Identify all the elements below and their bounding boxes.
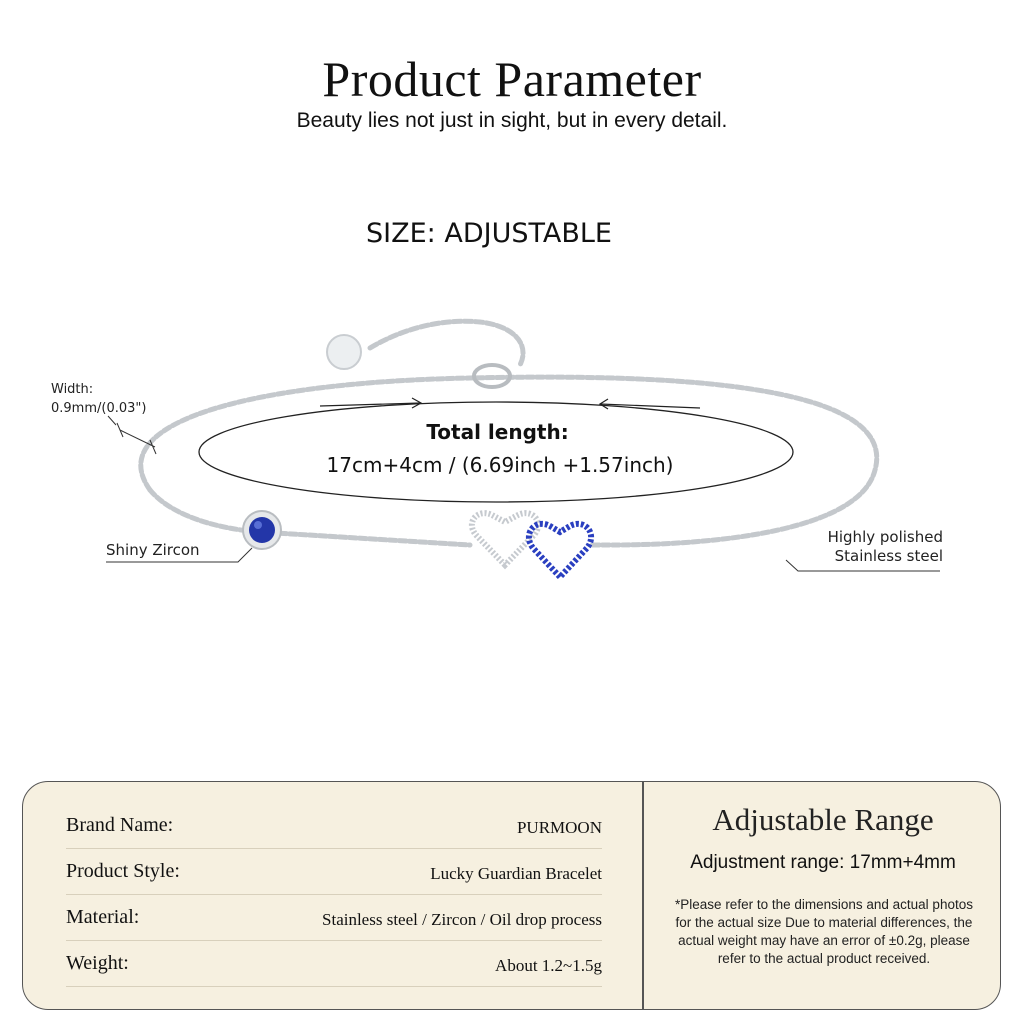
extender-chain [370,321,523,365]
width-marker [117,423,156,454]
range-value: Adjustment range: 17mm+4mm [690,852,956,873]
length-ellipse [199,402,793,502]
spec-key: Product Style: [66,860,180,882]
chain-lower [150,490,470,545]
width-label-value: 0.9mm/(0.03") [51,401,147,416]
tag-disc [327,335,361,369]
width-label-title: Width: [51,382,94,397]
zircon-label: Shiny Zircon [106,541,200,559]
steel-label-line1: Highly polished [827,528,943,546]
spec-key: Weight: [66,952,129,974]
spec-value: Stainless steel / Zircon / Oil drop process [322,910,602,929]
spec-key: Brand Name: [66,814,174,836]
range-note: *Please refer to the dimensions and actual photos for the actual size Due to material differences, the actual weight may have an error of ±0.2g, please refer to the actual product received. [675,897,973,966]
steel-label [780,528,943,566]
size-heading: SIZE: ADJUSTABLE [366,218,612,249]
steel-label-line2: Stainless steel [834,547,943,565]
page-title: Product Parameter [322,51,702,107]
spec-row-weight [66,940,602,987]
blue-heart [529,524,591,577]
total-length-label: Total length: [426,420,569,444]
spec-row-material [66,894,602,941]
width-label [51,380,146,418]
zircon-stone [249,517,275,543]
spec-value: About 1.2~1.5g [495,956,602,975]
page-subtitle: Beauty lies not just in sight, but in every detail. [296,109,728,132]
spec-value: PURMOON [516,818,602,837]
silver-heart [472,513,538,565]
range-title: Adjustable Range [712,802,934,837]
spec-row-style [66,848,602,895]
spec-row-brand [66,802,602,849]
total-length-value: 17cm+4cm / (6.69inch +1.57inch) [326,453,674,477]
spec-value: Lucky Guardian Bracelet [430,864,602,883]
spec-key: Material: [66,906,140,928]
